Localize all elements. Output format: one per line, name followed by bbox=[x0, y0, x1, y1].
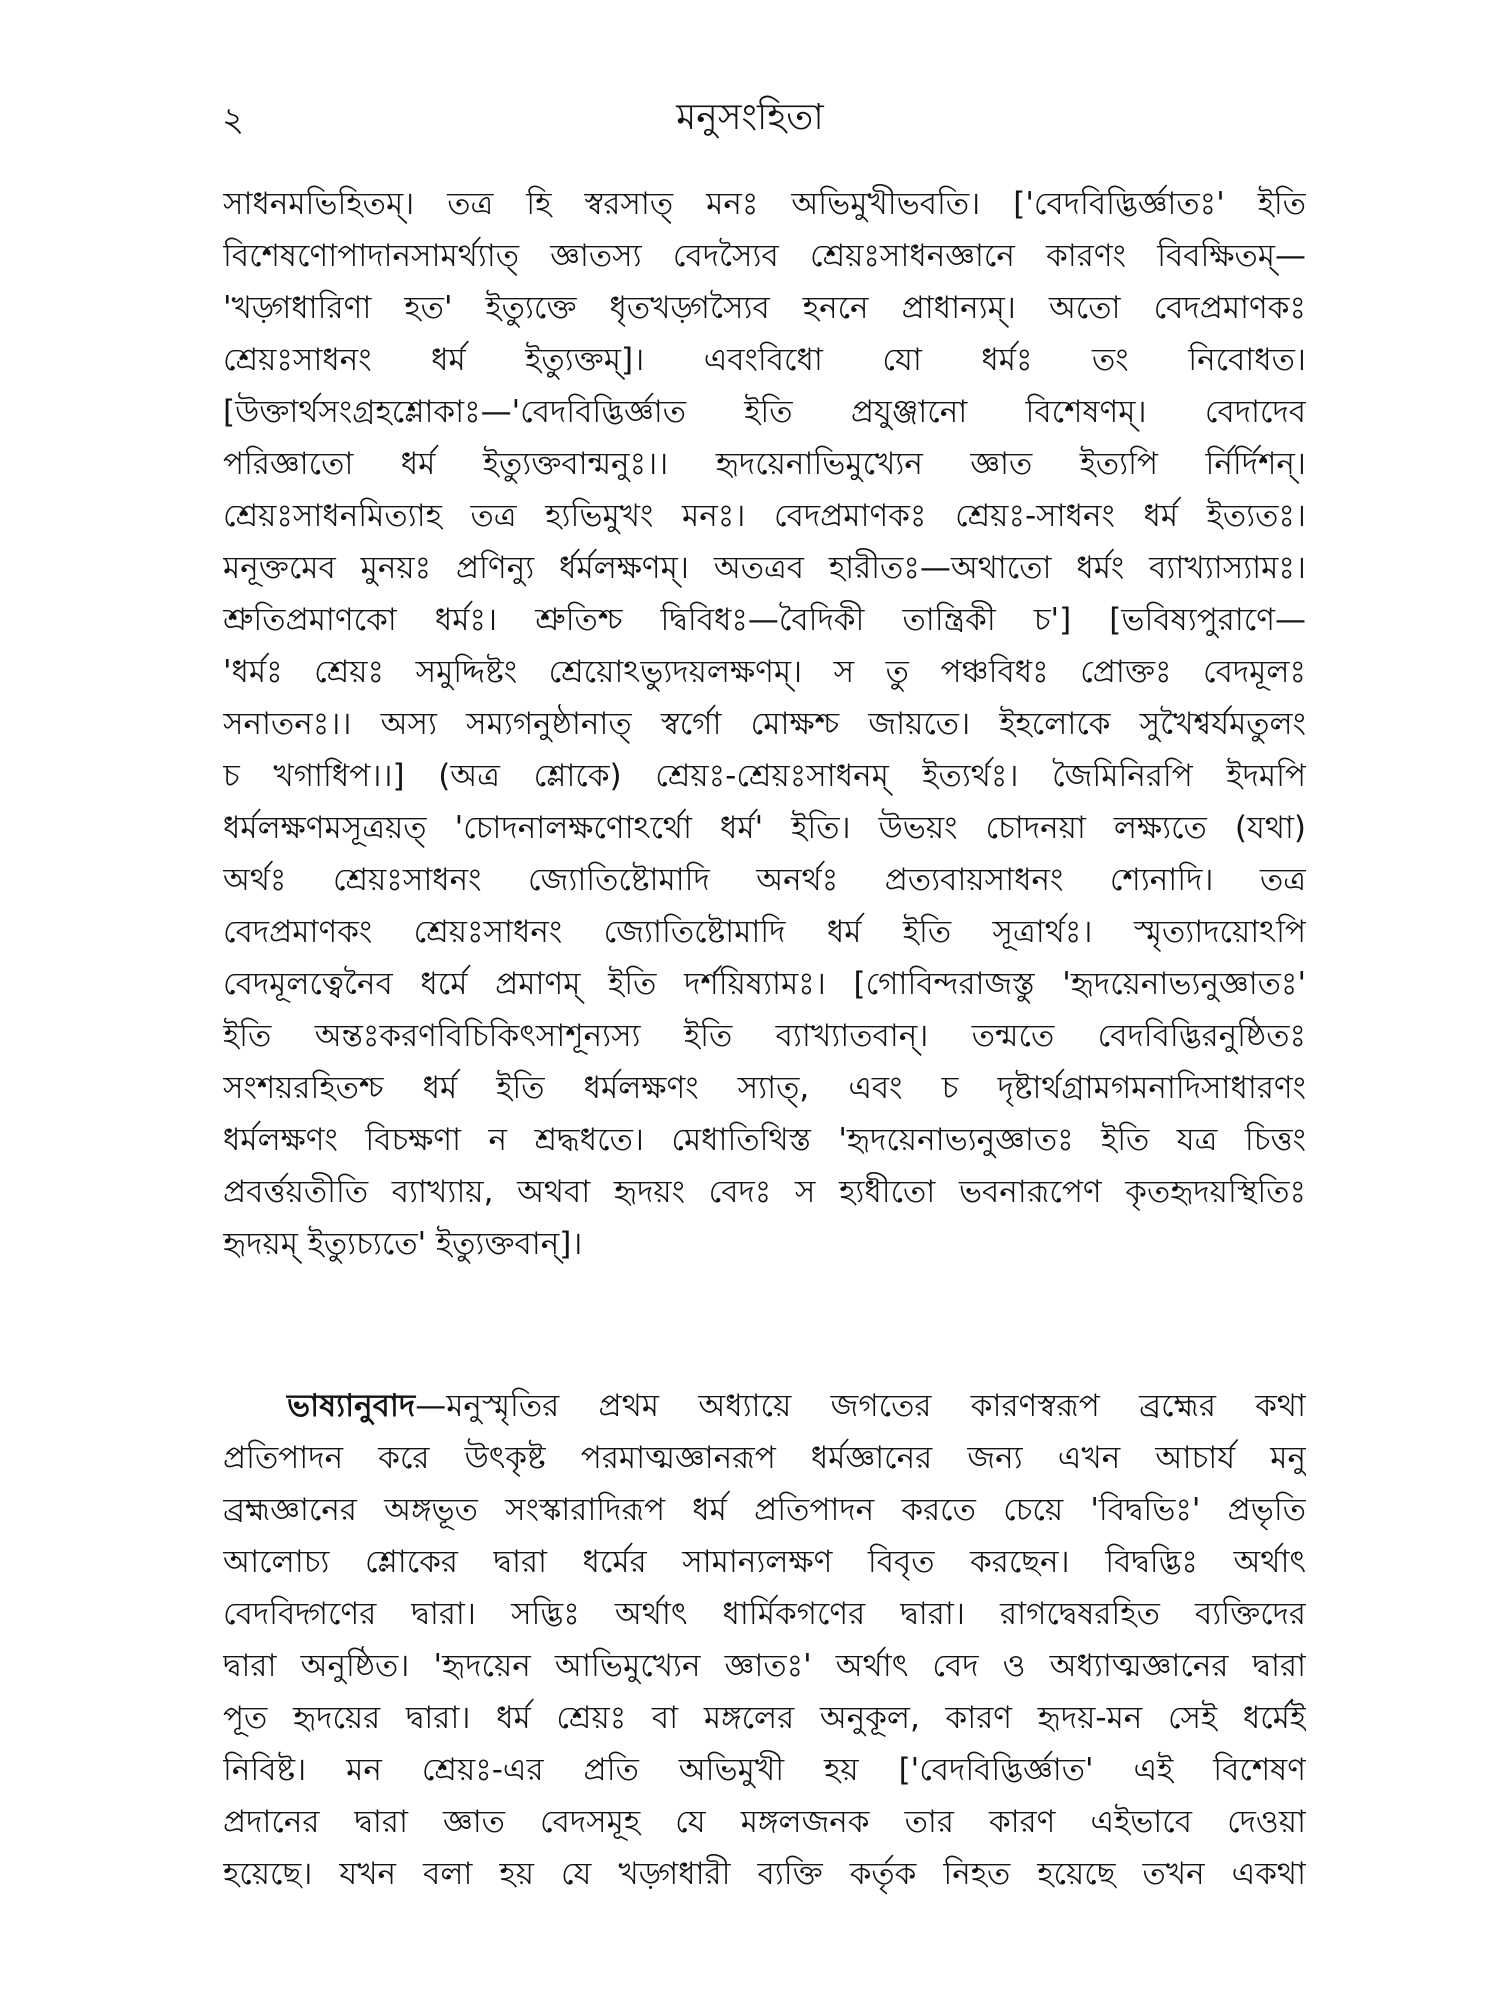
translation-line: বেদবিদ্গণের দ্বারা। সদ্ভিঃ অর্থাৎ ধার্মিকগণের দ্বারা। রাগদ্বেষরহিত ব্যক্তিদের bbox=[223, 1596, 1306, 1632]
commentary-line: শ্রেয়ঃসাধনং ধর্ম ইত্যুক্তম্]। এবংবিধো যো ধর্মঃ তং নিবোধত। bbox=[223, 342, 1306, 378]
translation-line: প্রতিপাদন করে উৎকৃষ্ট পরমাত্মজ্ঞানরূপ ধর্মজ্ঞানের জন্য এখন আচার্য মনু bbox=[223, 1440, 1306, 1476]
commentary-line: সাধনমভিহিতম্। তত্র হি স্বরসাত্ মনঃ অভিমুখীভবতি। ['বেদবিদ্ভির্জ্ঞাতঃ' ইতি bbox=[223, 186, 1306, 222]
commentary-line: মনূক্তমেব মুনয়ঃ প্রণিন্যু র্ধর্মলক্ষণম্। অতত্রব হারীতঃ—অথাতো ধর্মং ব্যাখ্যাস্যামঃ। bbox=[223, 550, 1306, 586]
commentary-line: বিশেষণোপাদানসামর্থ্যাত্ জ্ঞাতস্য বেদস্যৈব শ্রেয়ঃসাধনজ্ঞানে কারণং বিবক্ষিতম্— bbox=[223, 238, 1306, 274]
commentary-line: বেদমূলত্বেনৈব ধর্মে প্রমাণম্ ইতি দর্শয়িষ্যামঃ। [গোবিন্দরাজস্তু 'হৃদয়েনাভ্যনুজ্ঞাতঃ' bbox=[223, 966, 1306, 1002]
translation-first-line-text: —মনুস্মৃতির প্রথম অধ্যায়ে জগতের কারণস্বরূপ ব্রহ্মের কথা bbox=[415, 1388, 1306, 1424]
sanskrit-commentary bbox=[223, 178, 1306, 1270]
commentary-line: [উক্তার্থসংগ্রহশ্লোকাঃ—'বেদবিদ্ভির্জ্ঞাত ইতি প্রযুঞ্জানো বিশেষণম্। বেদাদেব bbox=[223, 394, 1306, 430]
commentary-line: প্রবর্ত্তয়তীতি ব্যাখ্যায়, অথবা হৃদয়ং বেদঃ স হ্যধীতো ভবনারূপেণ কৃতহৃদয়স্থিতিঃ bbox=[223, 1174, 1306, 1210]
commentary-line: 'ধর্মঃ শ্রেয়ঃ সমুদ্দিষ্টং শ্রেয়োঽভ্যুদয়লক্ষণম্। স তু পঞ্চবিধঃ প্রোক্তঃ বেদমূলঃ bbox=[223, 654, 1306, 690]
commentary-line: হৃদয়ম্ ইত্যুচ্যতে' ইত্যুক্তবান্]। bbox=[223, 1226, 583, 1262]
translation-line: আলোচ্য শ্লোকের দ্বারা ধর্মের সামান্যলক্ষণ বিবৃত করছেন। বিদ্বদ্ভিঃ অর্থাৎ bbox=[223, 1544, 1306, 1580]
commentary-line: বেদপ্রমাণকং শ্রেয়ঃসাধনং জ্যোতিষ্টোমাদি ধর্ম ইতি সূত্রার্থঃ। স্মৃত্যাদয়োঽপি bbox=[223, 914, 1306, 950]
translation-line: প্রদানের দ্বারা জ্ঞাত বেদসমূহ যে মঙ্গলজনক তার কারণ এইভাবে দেওয়া bbox=[223, 1804, 1306, 1840]
translation-label: ভাষ্যানুবাদ bbox=[287, 1388, 416, 1424]
page-number: ২ bbox=[222, 100, 245, 140]
translation-first-line bbox=[223, 1380, 1306, 1432]
commentary-line: ধর্মলক্ষণমসূত্রয়ত্ 'চোদনালক্ষণোঽর্থো ধর্ম' ইতি। উভয়ং চোদনয়া লক্ষ্যতে (যথা) bbox=[223, 810, 1306, 846]
translation-line: দ্বারা অনুষ্ঠিত। 'হৃদয়েন আভিমুখ্যেন জ্ঞাতঃ' অর্থাৎ বেদ ও অধ্যাত্মজ্ঞানের দ্বারা bbox=[223, 1648, 1306, 1684]
commentary-line: পরিজ্ঞাতো ধর্ম ইত্যুক্তবান্মনুঃ।। হৃদয়েনাভিমুখ্যেন জ্ঞাত ইত্যপি র্নির্দিশন্। bbox=[223, 446, 1306, 482]
commentary-line: অর্থঃ শ্রেয়ঃসাধনং জ্যোতিষ্টোমাদি অনর্থঃ প্রত্যবায়সাধনং শ্যেনাদি। তত্র bbox=[223, 862, 1306, 898]
commentary-line: সংশয়রহিতশ্চ ধর্ম ইতি ধর্মলক্ষণং স্যাত্, এবং চ দৃষ্টার্থগ্রামগমনাদিসাধারণং bbox=[223, 1070, 1306, 1106]
commentary-line: সনাতনঃ।। অস্য সম্যগনুষ্ঠানাত্ স্বর্গো মোক্ষশ্চ জায়তে। ইহলোকে সুখৈশ্বর্যমতুলং bbox=[223, 706, 1306, 742]
translation-line: হয়েছে। যখন বলা হয় যে খড়্গধারী ব্যক্তি কর্তৃক নিহত হয়েছে তখন একথা bbox=[223, 1856, 1306, 1892]
commentary-line: শ্রুতিপ্রমাণকো ধর্মঃ। শ্রুতিশ্চ দ্বিবিধঃ—বৈদিকী তান্ত্রিকী চ'] [ভবিষ্যপুরাণে— bbox=[223, 602, 1306, 638]
bengali-translation bbox=[223, 1380, 1306, 1900]
commentary-line: 'খড়্গধারিণা হত' ইত্যুক্তে ধৃতখড়্গস্যৈব হননে প্রাধান্যম্। অতো বেদপ্রমাণকঃ bbox=[223, 290, 1306, 326]
translation-line: নিবিষ্ট। মন শ্রেয়ঃ-এর প্রতি অভিমুখী হয় ['বেদবিদ্ভির্জ্ঞাত' এই বিশেষণ bbox=[223, 1752, 1306, 1788]
translation-line: পূত হৃদয়ের দ্বারা। ধর্ম শ্রেয়ঃ বা মঙ্গলের অনুকূল, কারণ হৃদয়-মন সেই ধর্মেই bbox=[223, 1700, 1306, 1736]
commentary-line: ইতি অন্তঃকরণবিচিকিৎসাশূন্যস্য ইতি ব্যাখ্যাতবান্। তন্মতে বেদবিদ্ভিরনুষ্ঠিতঃ bbox=[223, 1018, 1306, 1054]
running-title: মনুসংহিতা bbox=[676, 97, 824, 138]
commentary-line: শ্রেয়ঃসাধনমিত্যাহ তত্র হ্যভিমুখং মনঃ। বেদপ্রমাণকঃ শ্রেয়ঃ-সাধনং ধর্ম ইত্যতঃ। bbox=[223, 498, 1306, 534]
commentary-line: চ খগাধিপ।।] (অত্র শ্লোকে) শ্রেয়ঃ-শ্রেয়ঃসাধনম্ ইত্যর্থঃ। জৈমিনিরপি ইদমপি bbox=[223, 758, 1306, 794]
translation-line: ব্রহ্মজ্ঞানের অঙ্গভূত সংস্কারাদিরূপ ধর্ম প্রতিপাদন করতে চেয়ে 'বিদ্বভিঃ' প্রভৃতি bbox=[223, 1492, 1306, 1528]
commentary-line: ধর্মলক্ষণং বিচক্ষণা ন শ্রদ্ধধতে। মেধাতিথিস্ত 'হৃদয়েনাভ্যনুজ্ঞাতঃ ইতি যত্র চিত্তং bbox=[223, 1122, 1306, 1158]
